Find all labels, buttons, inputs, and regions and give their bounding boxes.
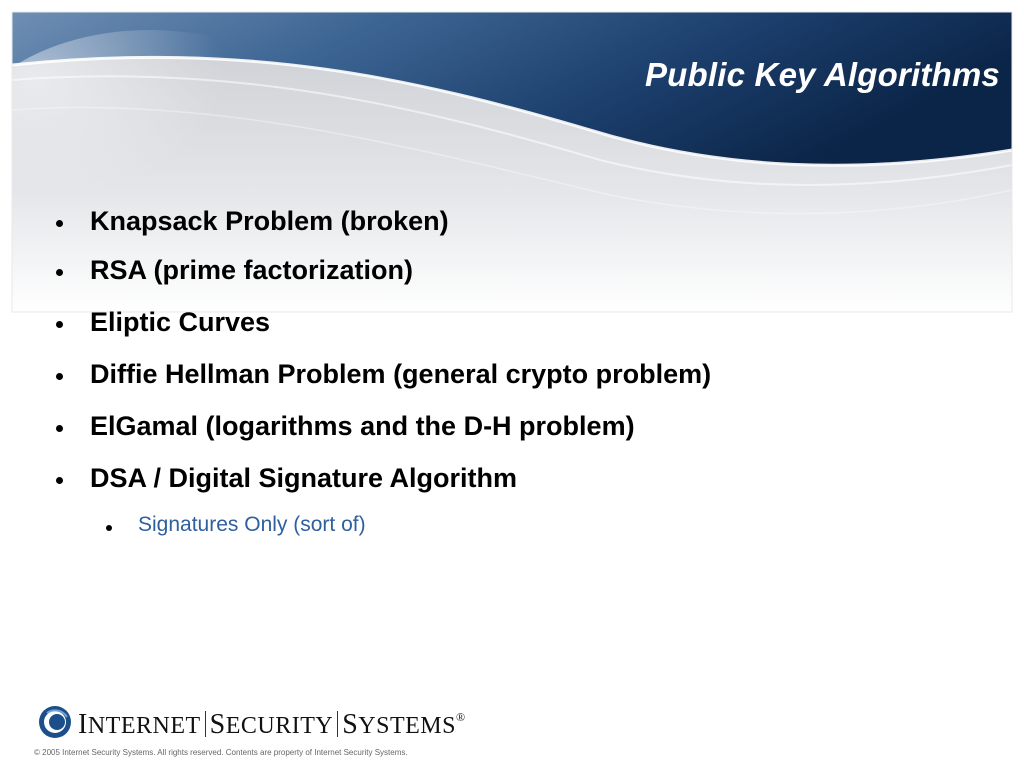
logo-letter: I bbox=[78, 709, 88, 740]
bullet-text: Eliptic Curves bbox=[90, 307, 271, 337]
bullet-text: Diffie Hellman Problem (general crypto problem) bbox=[90, 359, 712, 389]
company-logo bbox=[38, 705, 466, 740]
bullet-text: Knapsack Problem (broken) bbox=[90, 206, 449, 236]
bullet-text: DSA / Digital Signature Algorithm bbox=[90, 463, 518, 493]
bullet-dot-icon bbox=[56, 477, 63, 484]
bullet-dot-icon bbox=[56, 220, 63, 227]
logo-word: NTERNET bbox=[87, 713, 201, 739]
bullet-dot-icon bbox=[56, 425, 63, 432]
iss-globe-logo-icon bbox=[38, 705, 72, 739]
copyright-notice: © 2005 Internet Security Systems. All rights reserved. Contents are property of Internet Security Systems. bbox=[34, 748, 408, 757]
logo-word: YSTEMS bbox=[358, 713, 456, 739]
bullet-dot-icon bbox=[56, 321, 63, 328]
logo-letter: S bbox=[342, 709, 359, 740]
logo-divider bbox=[205, 711, 206, 737]
logo-divider bbox=[337, 711, 338, 737]
bullet-text: ElGamal (logarithms and the D-H problem) bbox=[90, 411, 635, 441]
registered-mark: ® bbox=[455, 710, 466, 724]
bullet-dot-icon bbox=[56, 269, 63, 276]
slide-title: Public Key Algorithms bbox=[644, 56, 1000, 93]
logo-word: ECURITY bbox=[225, 713, 334, 739]
sub-bullet-dot-icon bbox=[106, 525, 112, 531]
logo-wordmark bbox=[78, 709, 466, 741]
sub-bullet-text: Signatures Only (sort of) bbox=[138, 513, 366, 536]
bullet-text: RSA (prime factorization) bbox=[90, 255, 414, 285]
bullet-dot-icon bbox=[56, 373, 63, 380]
logo-letter: S bbox=[209, 709, 226, 740]
